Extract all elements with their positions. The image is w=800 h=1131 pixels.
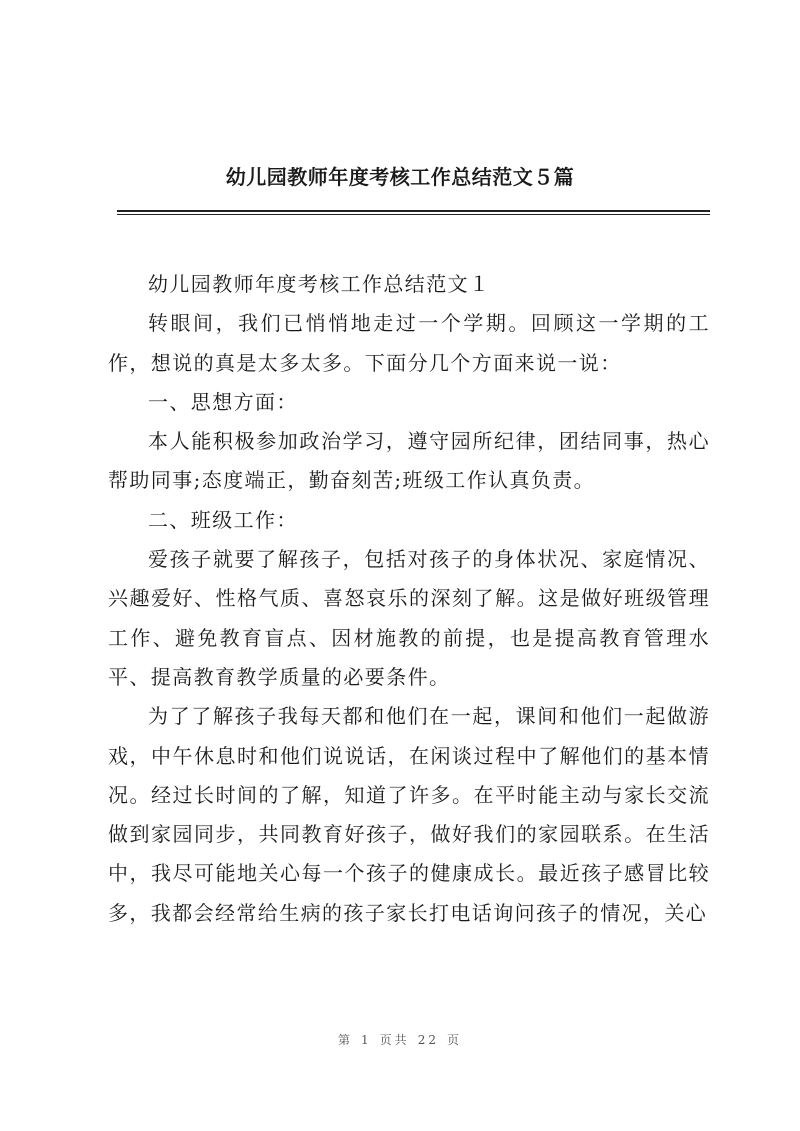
subsection-heading: 二、班级工作： [148, 507, 298, 532]
body-paragraph: 为了了解孩子我每天都和他们在一起，课间和他们一起做游戏，中午休息时和他们说说话，在闲谈过程中了解他们的基本情况。经过长时间的了解，知道了许多。在平时能主动与家长交流做到家园同步，共同教育好孩子，做好我们的家园联系。在生活中，我尽可能地关心每一个孩子的健康成长。最近孩子感冒比较多，我都会经常给生病的孩子家长打电话询问孩子的情况，关心 [108, 704, 710, 925]
section-heading: 幼儿园教师年度考核工作总结范文１ [148, 272, 491, 296]
footer-suffix: 页 [446, 1033, 462, 1047]
body-paragraph: 爱孩子就要了解孩子，包括对孩子的身体状况、家庭情况、兴趣爱好、性格气质、喜怒哀乐的深刻了解。这是做好班级管理工作、避免教育盲点、因材施教的前提，也是提高教育管理水平、提高教育教学质量的必要条件。 [108, 547, 710, 689]
page-number: 1 [361, 1033, 372, 1047]
page-footer [0, 1031, 800, 1048]
document-body [108, 265, 710, 933]
title-rule-thin [117, 214, 710, 215]
body-paragraph: 本人能积极参加政治学习，遵守园所纪律，团结同事，热心帮助同事;态度端正，勤奋刻苦;班级工作认真负责。 [108, 429, 710, 493]
footer-prefix: 第 [338, 1033, 354, 1047]
document-title: 幼儿园教师年度考核工作总结范文５篇 [225, 165, 575, 189]
footer-middle: 页共 [379, 1033, 410, 1047]
subsection-heading: 一、思想方面： [148, 389, 298, 414]
page-total: 22 [417, 1033, 439, 1047]
body-paragraph: 转眼间，我们已悄悄地走过一个学期。回顾这一学期的工作，想说的真是太多太多。下面分几个方面来说一说： [108, 311, 710, 375]
title-rule-thick [117, 210, 710, 212]
